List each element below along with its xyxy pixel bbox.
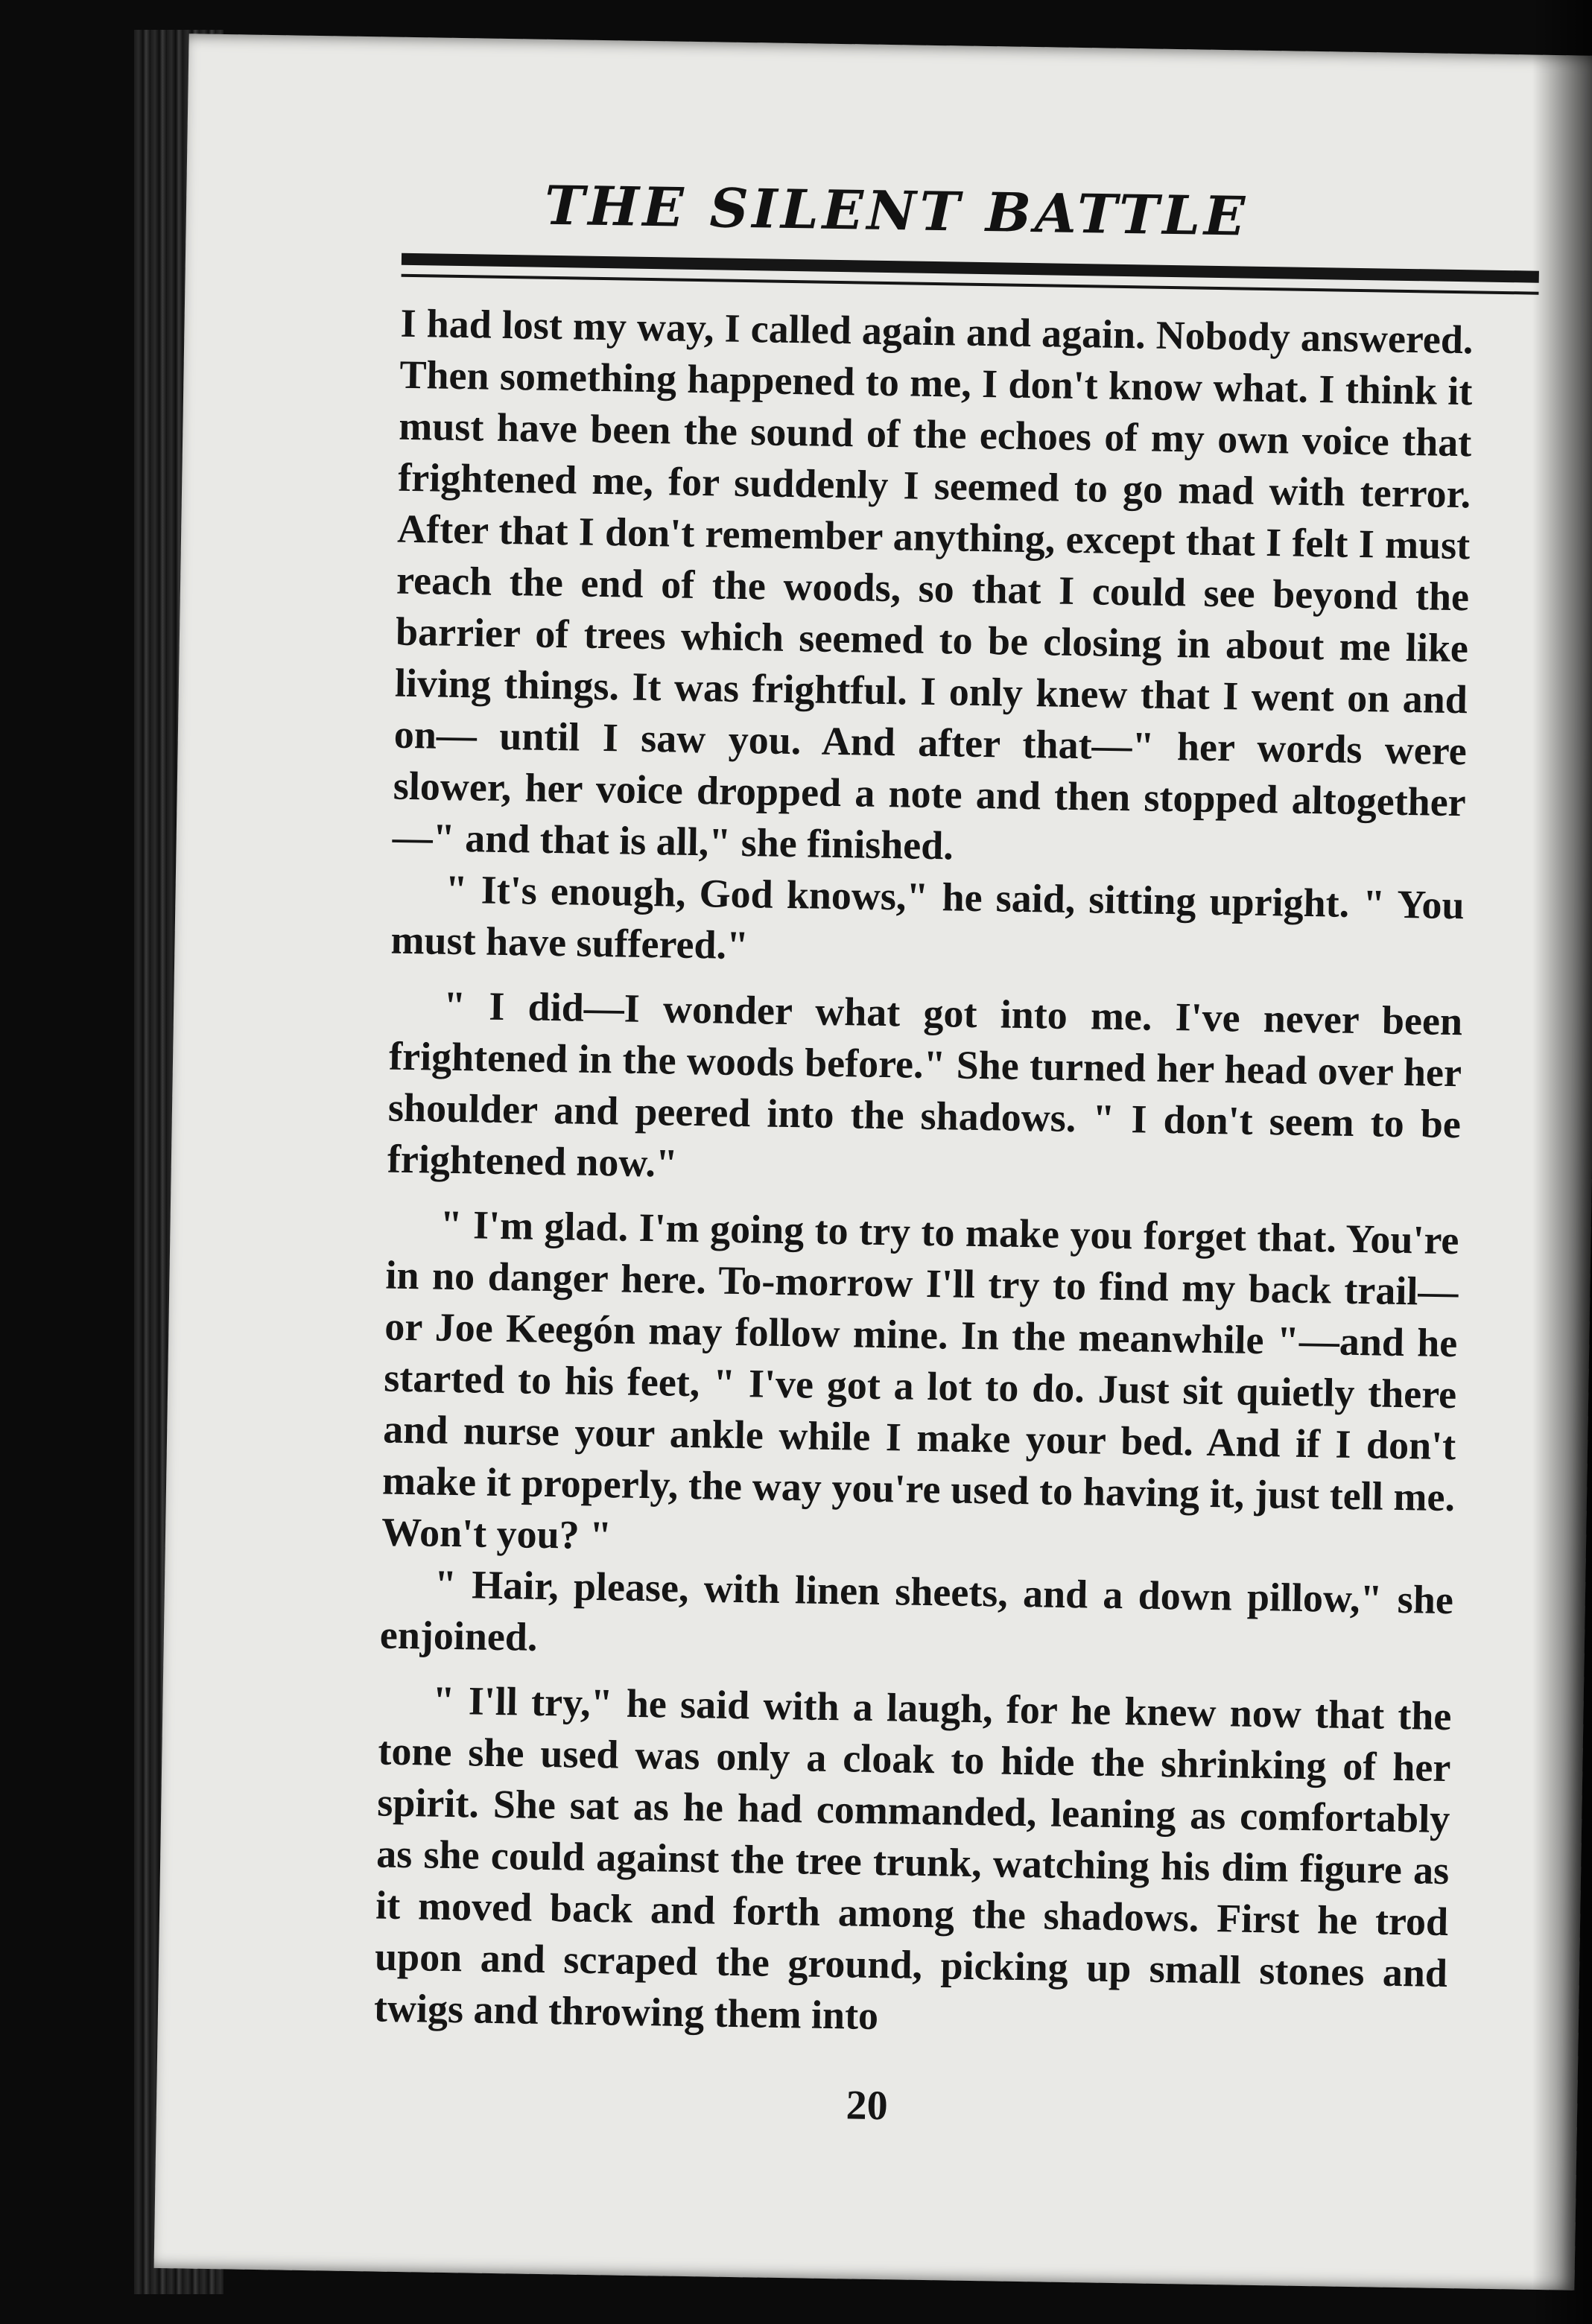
book-page [154, 34, 1592, 2290]
running-header [186, 168, 1592, 253]
paragraph-6: " I'll try," he said with a laugh, for he knew now that the tone she used was only a cloak to hide the shrinking of her spirit. She sat as he had commanded, leaning as comfortably as she could against the tree trunk, watching his dim figure as it moved back and forth among the shadows. First he trod upon and scraped the ground, picking up small stones and twigs and throwing them into [373, 1677, 1452, 2039]
paragraph-4: " I'm glad. I'm going to try to make you forget that. You're in no danger here. To-morrow I'll try to find my back trail—or Joe Keegón may follow mine. In the meanwhile "—and he started to his feet, " I've got a lot to do. Just sit quietly there and nurse your ankle while I make your bed. And if I don't make it properly, the way you're used to having it, just tell me. Won't you? " [381, 1201, 1459, 1558]
page-number: 20 [846, 2082, 889, 2130]
edge-shadow [1532, 0, 1592, 2324]
paragraph-2: " It's enough, God knows," he said, sitting upright. " You must have suffered." [390, 866, 1465, 968]
book-title: THE SILENT BATTLE [544, 173, 1249, 248]
paragraph-3: " I did—I wonder what got into me. I've never been frightened in the woods before." She turned her head over her shoulder and peered into the shadows. " I don't seem to be frightened now." [387, 982, 1463, 1186]
body-text [374, 298, 1474, 2051]
paragraph-1: I had lost my way, I called again and again. Nobody answered. Then something happened to me, I don't know what. I think it must have been the sound of the echoes of my own voice that frightened me, for suddenly I seemed to go mad with terror. After that I don't remember anything, except that I felt I must reach the end of the woods, so that I could see beyond the barrier of trees which seemed to be closing in about me like living things. It was frightful. I only knew that I went on and on— until I saw you. And after that—" her words were slower, her voice dropped a note and then stopped altogether —" and that is all," she finished. [392, 300, 1474, 869]
paragraph-5: " Hair, please, with linen sheets, and a down pillow," she enjoined. [379, 1561, 1454, 1660]
